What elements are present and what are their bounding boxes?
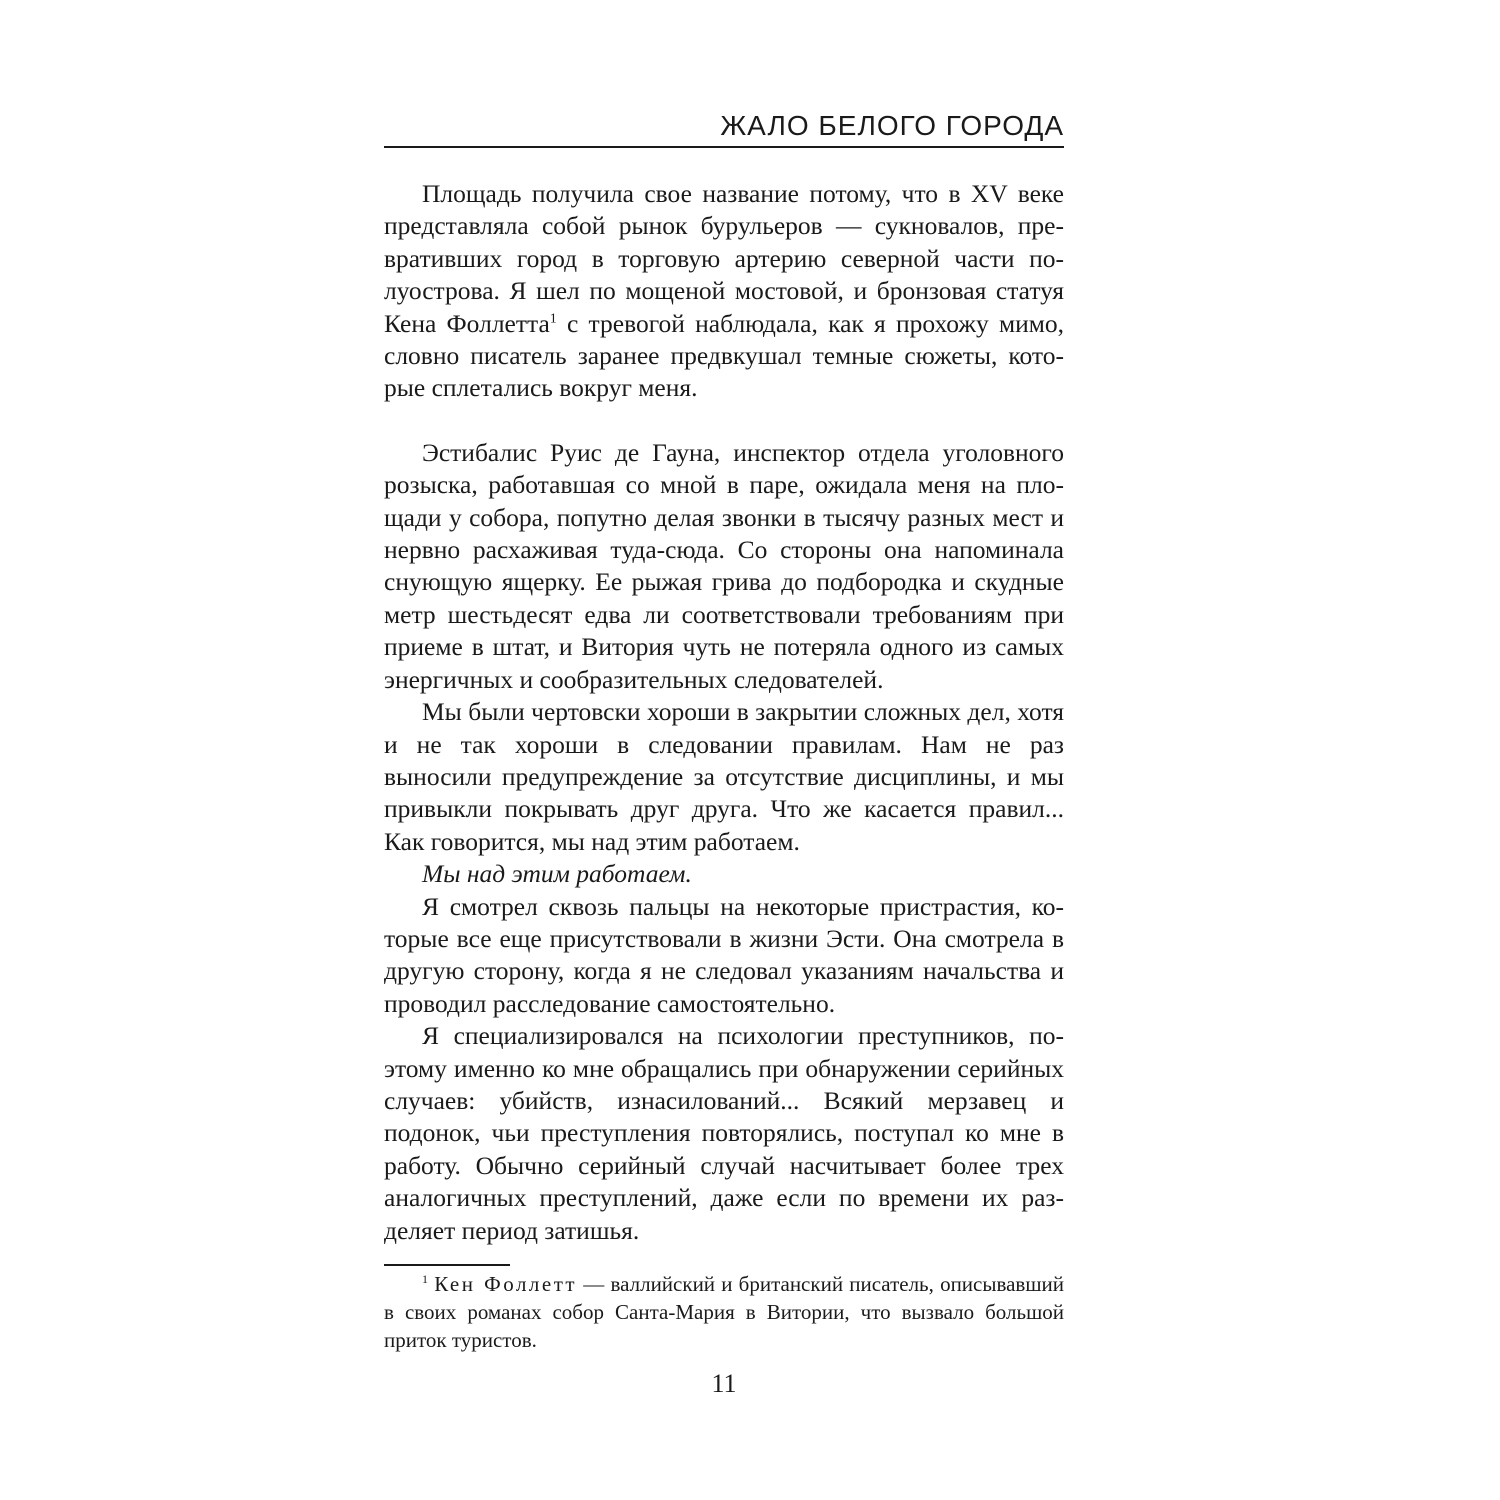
paragraph-1-text: Площадь получила свое название потому, что в XV веке представляла собой рынок бурульеров — сукновалов, превративших город в торговую артерию северной части полуострова. Я шел по мощеной мостовой, и бронзовая статуя Кена Фоллетта: [384, 179, 1064, 338]
paragraph-3: Мы были чертовски хороши в закрытии сложных дел, хотя и не так хороши в следовании правилам. Нам не раз выносили предупреждение за отсутствие дисциплины, и мы привыкли покрывать друг друга. Что же касается правил... Как говорится, мы над этим работаем.: [384, 697, 1064, 856]
running-title: ЖАЛО БЕЛОГО ГОРОДА: [720, 110, 1064, 141]
paragraph-5: Я смотрел сквозь пальцы на некоторые пристрастия, которые все еще присутствовали в жизни Эсти. Она смотрела в другую сторону, когда я не следовал указаниям начальства и проводил расследование самостоятельно.: [384, 891, 1064, 1018]
book-page: [384, 108, 1064, 1408]
paragraph-6: Я специализировался на психологии преступников, поэтому именно ко мне обращались при обнаружении серийных случаев: убийств, изнасилований... Всякий мерзавец и подонок, чьи преступления повторялись, поступал ко мне в работу. Обычно серийный случай насчитывает более трех аналогичных преступлений, даже если по времени их разделяет период затишья.: [384, 1021, 1064, 1245]
header-rule: [384, 146, 1064, 148]
paragraph-1: [384, 178, 1064, 405]
footnote-number: 1: [422, 1272, 428, 1286]
footnote-name: Кен Фоллетт: [434, 1272, 578, 1296]
paragraph-2: Эстибалис Руис де Гауна, инспектор отдела уголовного розыска, работавшая со мной в паре, ожидала меня на площади у собора, попутно делая звонки в тысячу разных мест и нервно расхаживая туда-сюда. Со стороны она напоминала снующую ящерку. Ее рыжая грива до подбородка и скудные метр шестьдесят едва ли соответствовали требованиям при приеме в штат, и Витория чуть не потеряла одного из самых энергичных и сообразительных следователей.: [384, 437, 1064, 694]
main-text: [384, 178, 1064, 1247]
footnote-paragraph: [384, 1270, 1064, 1354]
footnote-reference: 1: [549, 311, 557, 327]
footnote: [384, 1270, 1064, 1354]
footnote-rule: [384, 1264, 510, 1266]
page-number: 11: [711, 1369, 737, 1398]
paragraph-1-text-cont: с тревогой наблюдала, как я прохожу мимо, словно писатель заранее предвкушал темные сюжеты, которые сплетались вокруг меня.: [384, 308, 1064, 403]
footnote-text: — валлийский и британский писатель, описывавший в своих романах собор Санта-Мария в Витории, что вызвало большой приток туристов.: [384, 1272, 1064, 1352]
paragraph-4-italic: Мы над этим работаем.: [422, 859, 692, 889]
